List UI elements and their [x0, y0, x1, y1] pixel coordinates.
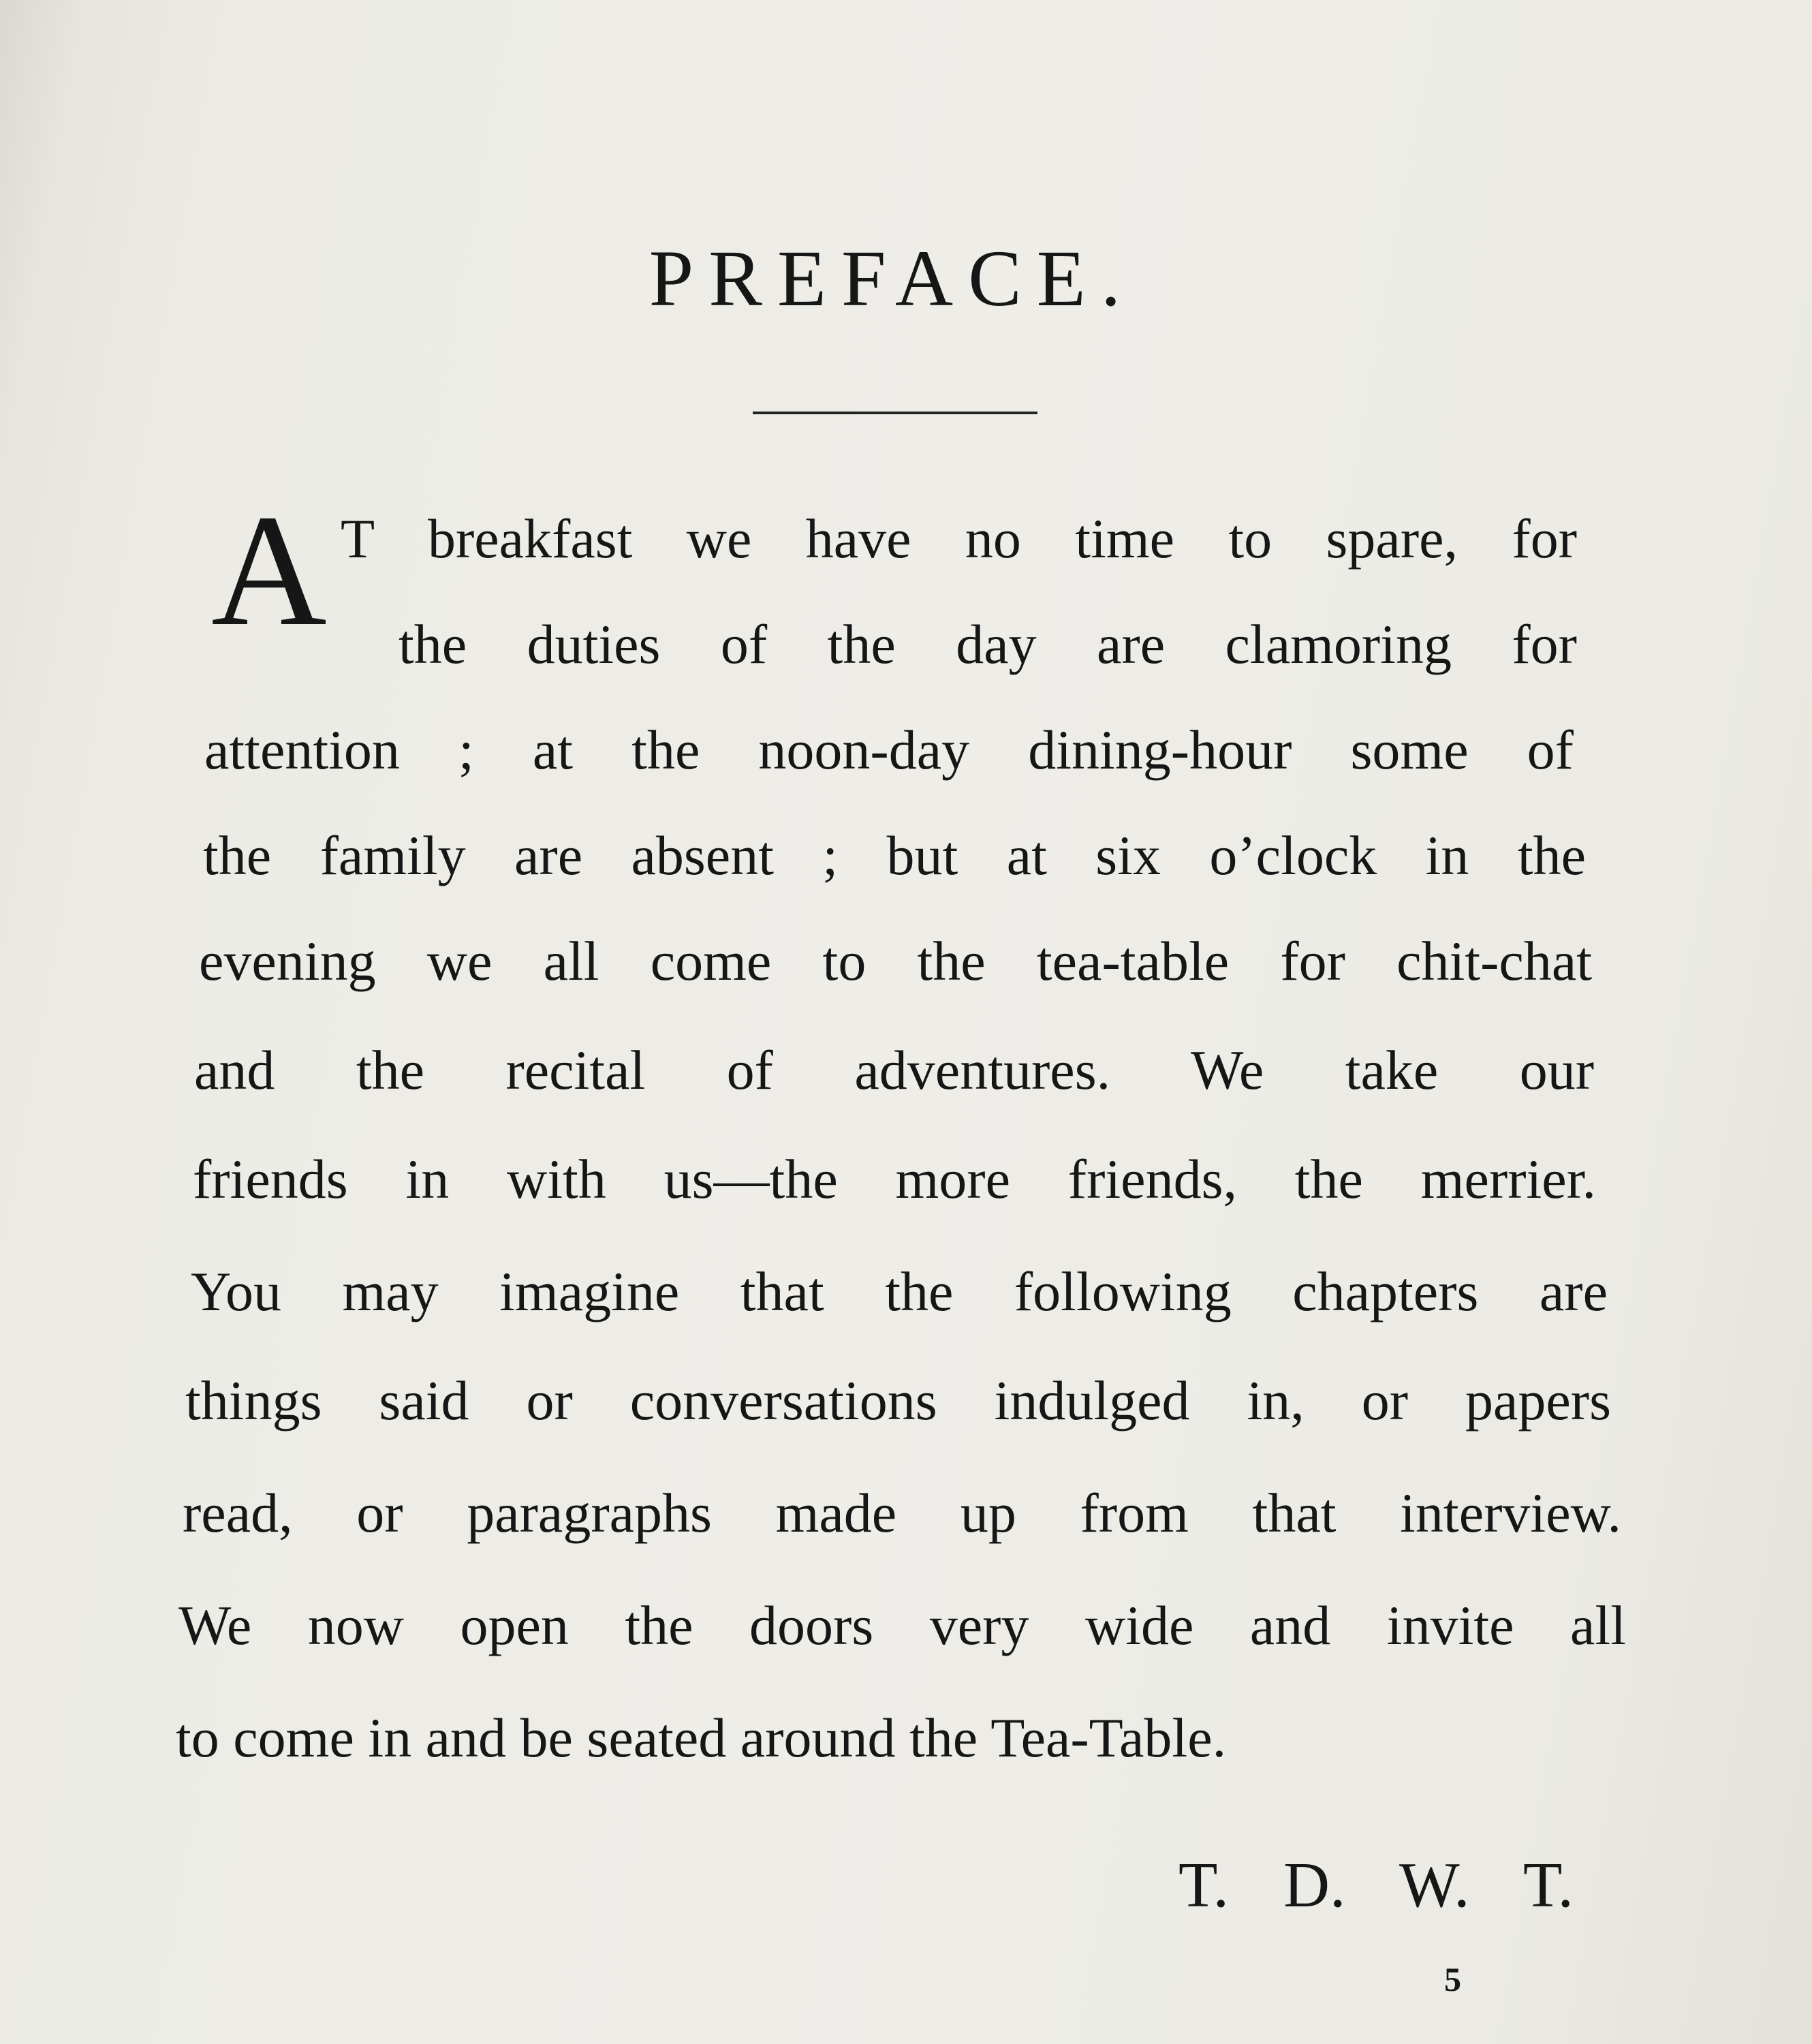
page-title: PREFACE.: [649, 234, 1136, 323]
page-number: 5: [1444, 1960, 1461, 1998]
title-rule: [753, 412, 1037, 414]
text-line-6: and the recital of adventures. We take our: [194, 1039, 1594, 1101]
text-line-3: attention ; at the noon-day dining-hour some of: [204, 719, 1574, 781]
text-line-9: things said or conversations indulged in, or papers: [185, 1369, 1611, 1431]
text-line-7: friends in with us—the more friends, the merrier.: [193, 1148, 1596, 1210]
text-line-11: We now open the doors very wide and invite all: [178, 1594, 1626, 1656]
text-line-5: evening we all come to the tea-table for chit-chat: [199, 930, 1592, 992]
text-line-2: the duties of the day are clamoring for: [399, 613, 1577, 675]
text-line-12: to come in and be seated around the Tea-Table.: [176, 1707, 1227, 1769]
signature: T. D. W. T.: [1178, 1850, 1574, 1921]
text-line-8: You may imagine that the following chapters are: [191, 1260, 1608, 1322]
text-line-10: read, or paragraphs made up from that interview.: [183, 1482, 1621, 1544]
text-line-4: the family are absent ; but at six o’clock in the: [203, 824, 1586, 886]
text-line-1: T breakfast we have no time to spare, for: [341, 508, 1577, 570]
drop-cap: A: [211, 482, 327, 659]
